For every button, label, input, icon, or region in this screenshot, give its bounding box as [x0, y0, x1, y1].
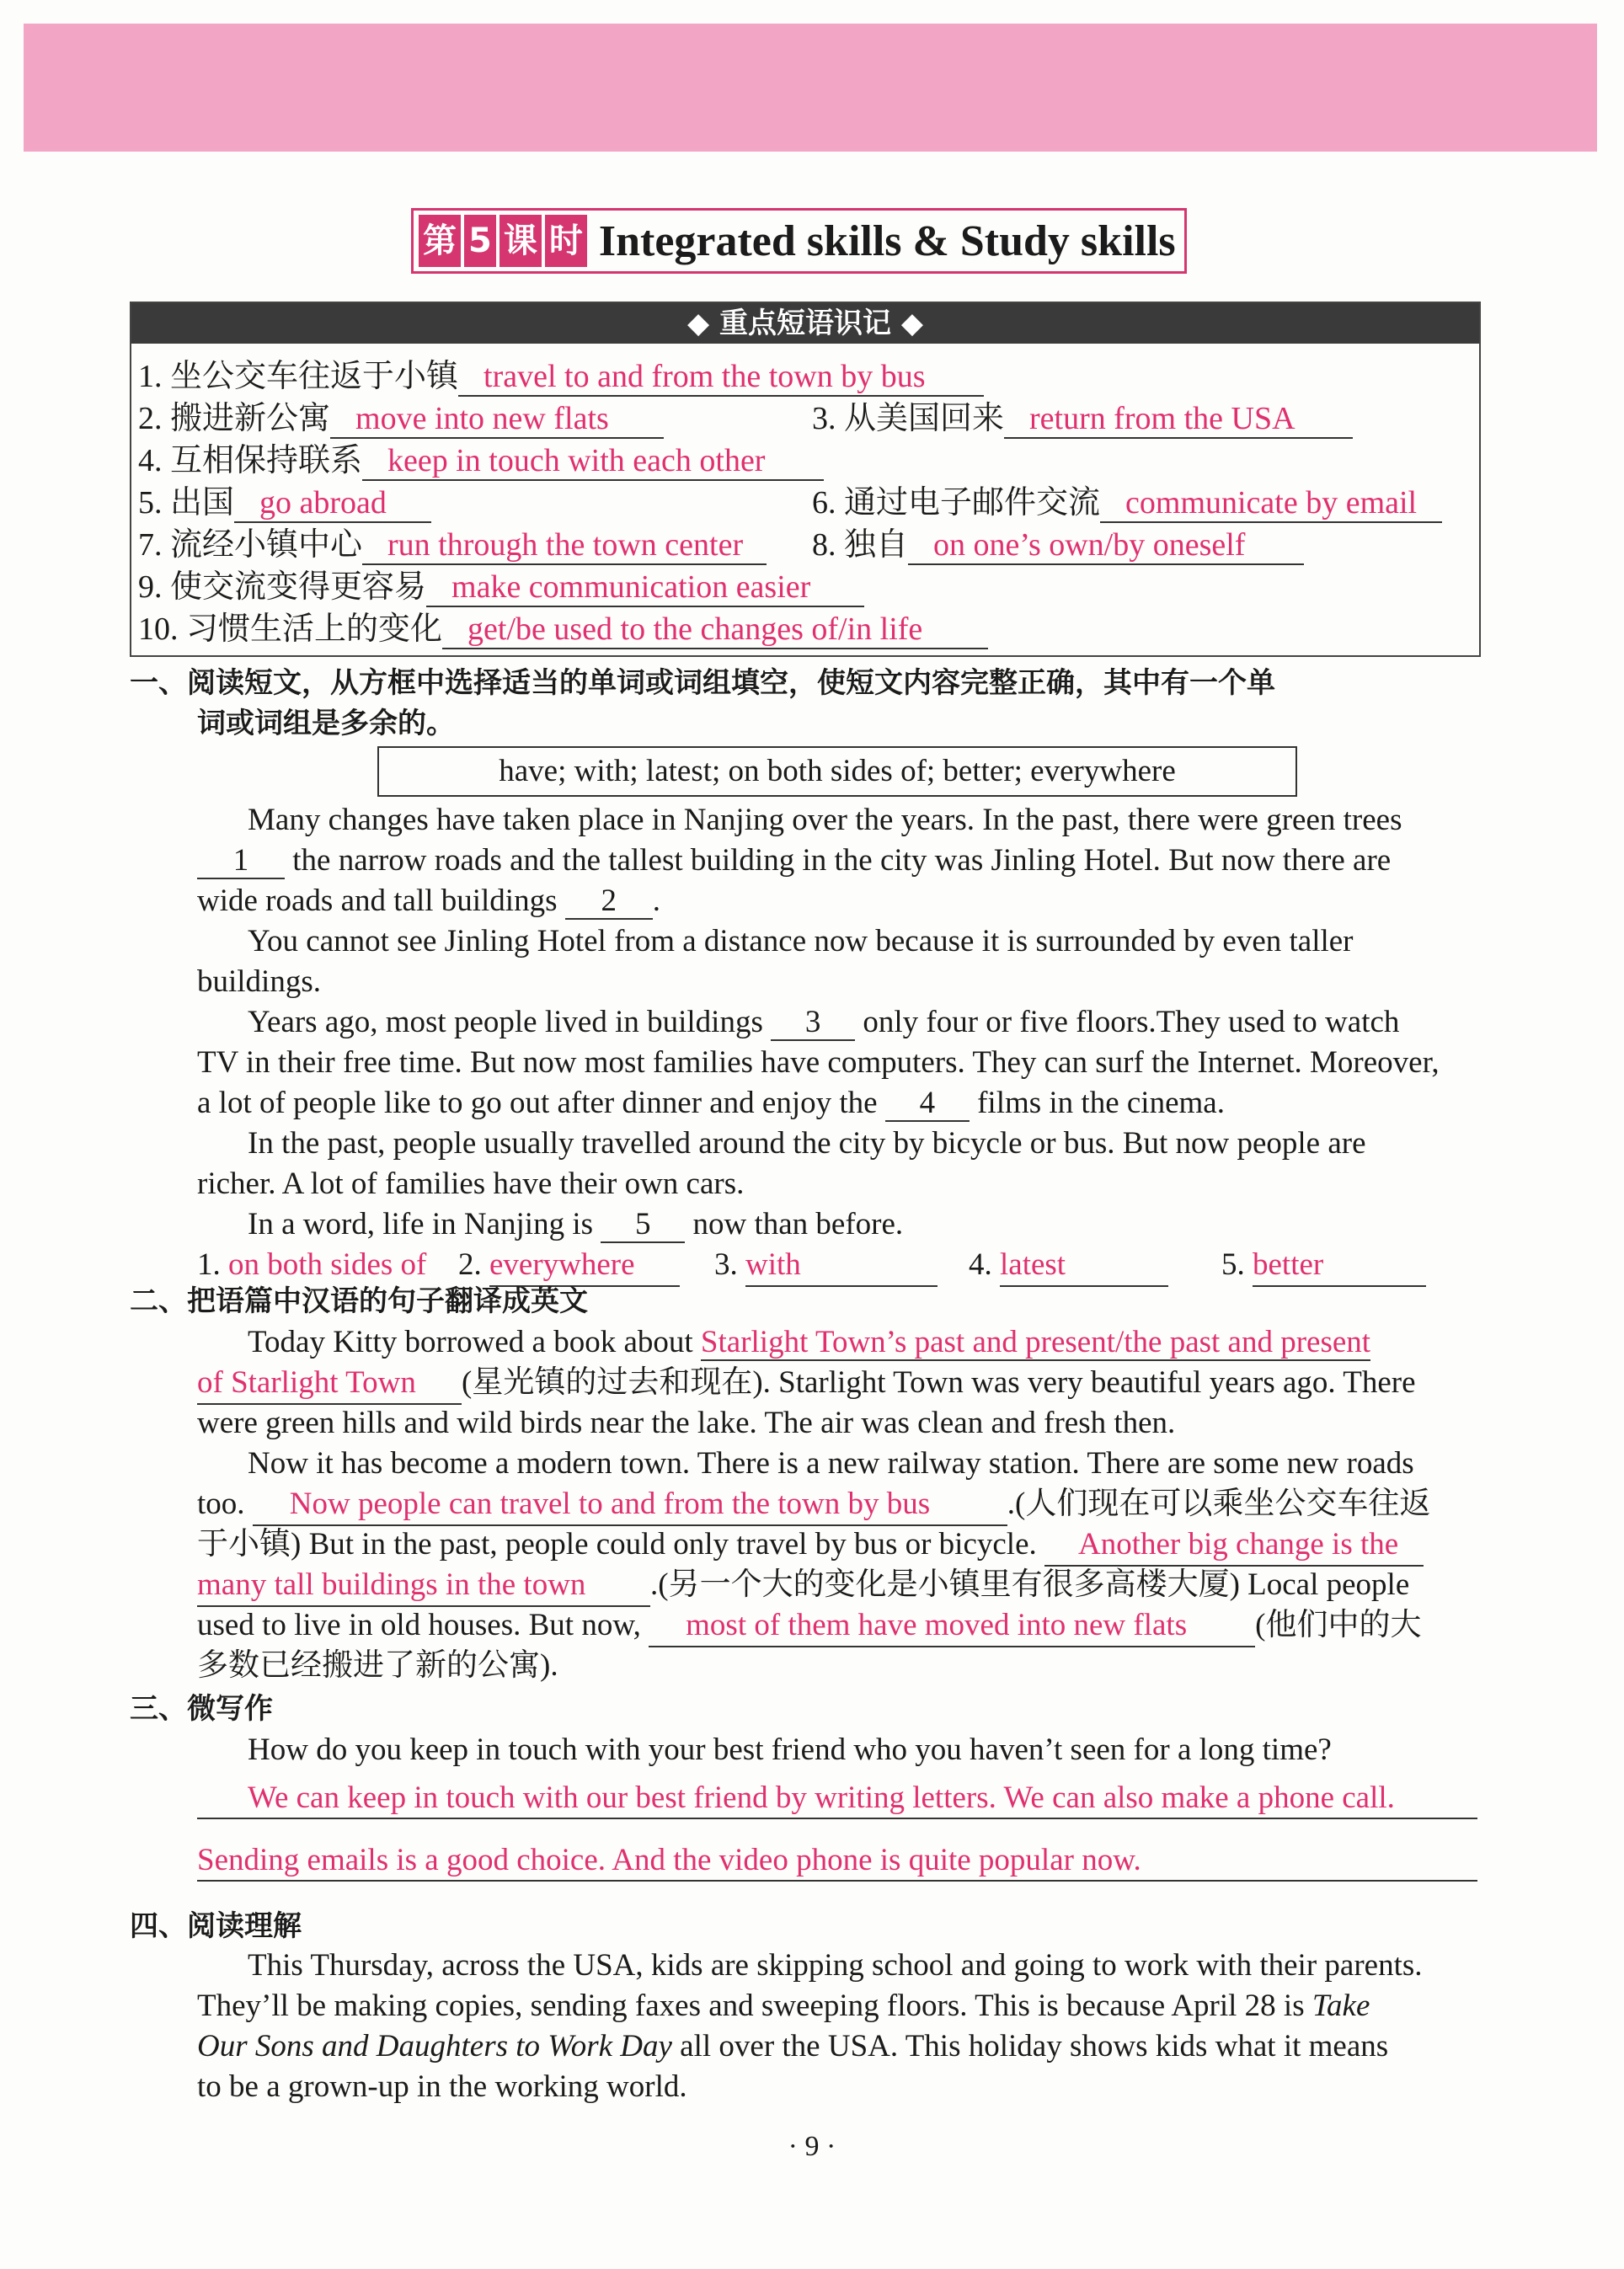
translation-answer: most of them have moved into new flats [649, 1605, 1255, 1647]
answer-2: 2. everywhere [458, 1245, 680, 1287]
passage-line: a lot of people like to go out after dinner and enjoy the 4 films in the cinema. [197, 1086, 1225, 1120]
gap-3: 3 [771, 1006, 855, 1041]
writing-question: How do you keep in touch with your best friend who you haven’t seen for a long time? [248, 1732, 1332, 1767]
phrase-answer: return from the USA [1004, 400, 1353, 439]
translation-line: 多数已经搬进了新的公寓). [197, 1648, 558, 1683]
phrase-item: 7. 流经小镇中心 run through the town center [138, 524, 767, 566]
translation-line: too. Now people can travel to and from the town by bus .(人们现在可以乘坐公交车往返 [197, 1484, 1430, 1526]
translation-line: used to live in old houses. But now, most of them have moved into new flats (他们中的大 [197, 1605, 1421, 1647]
phrase-item: 3. 从美国回来 return from the USA [812, 398, 1353, 440]
gap-5: 5 [601, 1208, 685, 1243]
gap-1: 1 [197, 844, 285, 879]
phrase-answer: go abroad [234, 484, 431, 523]
passage-line: richer. A lot of families have their own cars. [197, 1167, 745, 1201]
section-3-title: 三、微写作 [130, 1692, 273, 1726]
lesson-chip: 课 [499, 215, 542, 267]
translation-line: Today Kitty borrowed a book about Starlight Town’s past and present/the past and present [248, 1325, 1371, 1359]
answer-5: 5. better [1221, 1245, 1426, 1287]
translation-line: 于小镇) But in the past, people could only travel by bus or bicycle. Another big change is the [197, 1524, 1424, 1567]
phrase-item: 5. 出国 go abroad [138, 482, 431, 524]
passage-line: 1 the narrow roads and the tallest building in the city was Jinling Hotel. But now there are [197, 841, 1391, 881]
passage-line: You cannot see Jinling Hotel from a distance now because it is surrounded by even taller [248, 924, 1354, 958]
phrase-item: 8. 独自 on one’s own/by oneself [812, 524, 1304, 566]
word-box: have; with; latest; on both sides of; better; everywhere [377, 746, 1297, 797]
translation-answer: many tall buildings in the town [197, 1565, 650, 1607]
section-1-title-cont: 词或词组是多余的。 [197, 707, 455, 740]
phrase-answer: move into new flats [330, 400, 664, 439]
translation-answer: Now people can travel to and from the town by bus [253, 1484, 1007, 1526]
phrase-item: 2. 搬进新公寓 move into new flats [138, 398, 664, 440]
passage-line: buildings. [197, 964, 321, 999]
translation-line: many tall buildings in the town .(另一个大的变化是小镇里有很多高楼大厦) Local people [197, 1565, 1409, 1607]
key-phrases-heading: ◆ 重点短语识记 ◆ [131, 303, 1479, 344]
phrase-item: 10. 习惯生活上的变化 get/be used to the changes of/in life [138, 608, 988, 650]
lesson-chip: 第 [419, 215, 461, 267]
passage-line: TV in their free time. But now most families have computers. They can surf the Internet. Moreover, [197, 1045, 1440, 1080]
translation-answer: Another big change is the [1044, 1524, 1424, 1567]
passage-line: wide roads and tall buildings 2 . [197, 884, 660, 918]
passage-line: Many changes have taken place in Nanjing over the years. In the past, there were green trees [248, 803, 1402, 837]
phrase-answer: on one’s own/by oneself [908, 526, 1304, 565]
section-4-title: 四、阅读理解 [130, 1909, 302, 1943]
reading-line: to be a grown-up in the working world. [197, 2069, 687, 2104]
phrase-item: 1. 坐公交车往返于小镇 travel to and from the town by bus [138, 355, 984, 398]
answer-4: 4. latest [969, 1245, 1168, 1287]
translation-answer: of Starlight Town [197, 1363, 462, 1405]
phrase-answer: run through the town center [362, 526, 767, 565]
translation-line: Now it has become a modern town. There is a new railway station. There are some new roads [248, 1446, 1414, 1481]
page-number: · 9 · [788, 2131, 836, 2162]
passage-line: In a word, life in Nanjing is 5 now than before. [248, 1207, 904, 1241]
phrase-answer: make communication easier [426, 569, 864, 607]
reading-line: This Thursday, across the USA, kids are skipping school and going to work with their parents. [248, 1948, 1423, 1983]
gap-4: 4 [885, 1086, 970, 1122]
phrase-answer: communicate by email [1100, 484, 1442, 523]
phrase-answer: get/be used to the changes of/in life [442, 611, 988, 649]
answer-1: 1. on both sides of [197, 1247, 427, 1282]
phrase-item: 9. 使交流变得更容易 make communication easier [138, 566, 864, 608]
gap-2: 2 [565, 884, 653, 920]
lesson-title-text: Integrated skills & Study skills [598, 216, 1176, 265]
translation-line: of Starlight Town (星光镇的过去和现在). Starlight Town was very beautiful years ago. There [197, 1363, 1416, 1405]
phrase-item: 6. 通过电子邮件交流 communicate by email [812, 482, 1442, 524]
lesson-chip: 时 [545, 215, 587, 267]
section-2-title: 二、把语篇中汉语的句子翻译成英文 [130, 1284, 588, 1318]
phrase-item: 4. 互相保持联系 keep in touch with each other [138, 440, 824, 482]
writing-answer-line: We can keep in touch with our best friend by writing letters. We can also make a phone call. [197, 1779, 1477, 1819]
translation-line: were green hills and wild birds near the lake. The air was clean and fresh then. [197, 1406, 1176, 1440]
answer-3: 3. with [714, 1245, 938, 1287]
lesson-title [411, 208, 1187, 274]
header-banner [24, 24, 1597, 152]
translation-answer: Starlight Town’s past and present/the past and present [700, 1325, 1371, 1359]
reading-line: Our Sons and Daughters to Work Day all over the USA. This holiday shows kids what it means [197, 2029, 1389, 2063]
lesson-chip: 5 [464, 215, 496, 267]
writing-answer-line: Sending emails is a good choice. And the video phone is quite popular now. [197, 1841, 1477, 1882]
passage-line: Years ago, most people lived in buildings 3 only four or five floors.They used to watch [248, 1005, 1400, 1039]
section-1-title: 一、阅读短文，从方框中选择适当的单词或词组填空，使短文内容完整正确，其中有一个单 [130, 666, 1275, 700]
phrase-answer: travel to and from the town by bus [458, 358, 984, 397]
passage-line: In the past, people usually travelled around the city by bicycle or bus. But now people are [248, 1126, 1366, 1161]
reading-line: They’ll be making copies, sending faxes and sweeping floors. This is because April 28 is Take [197, 1989, 1370, 2023]
phrase-answer: keep in touch with each other [362, 442, 824, 481]
